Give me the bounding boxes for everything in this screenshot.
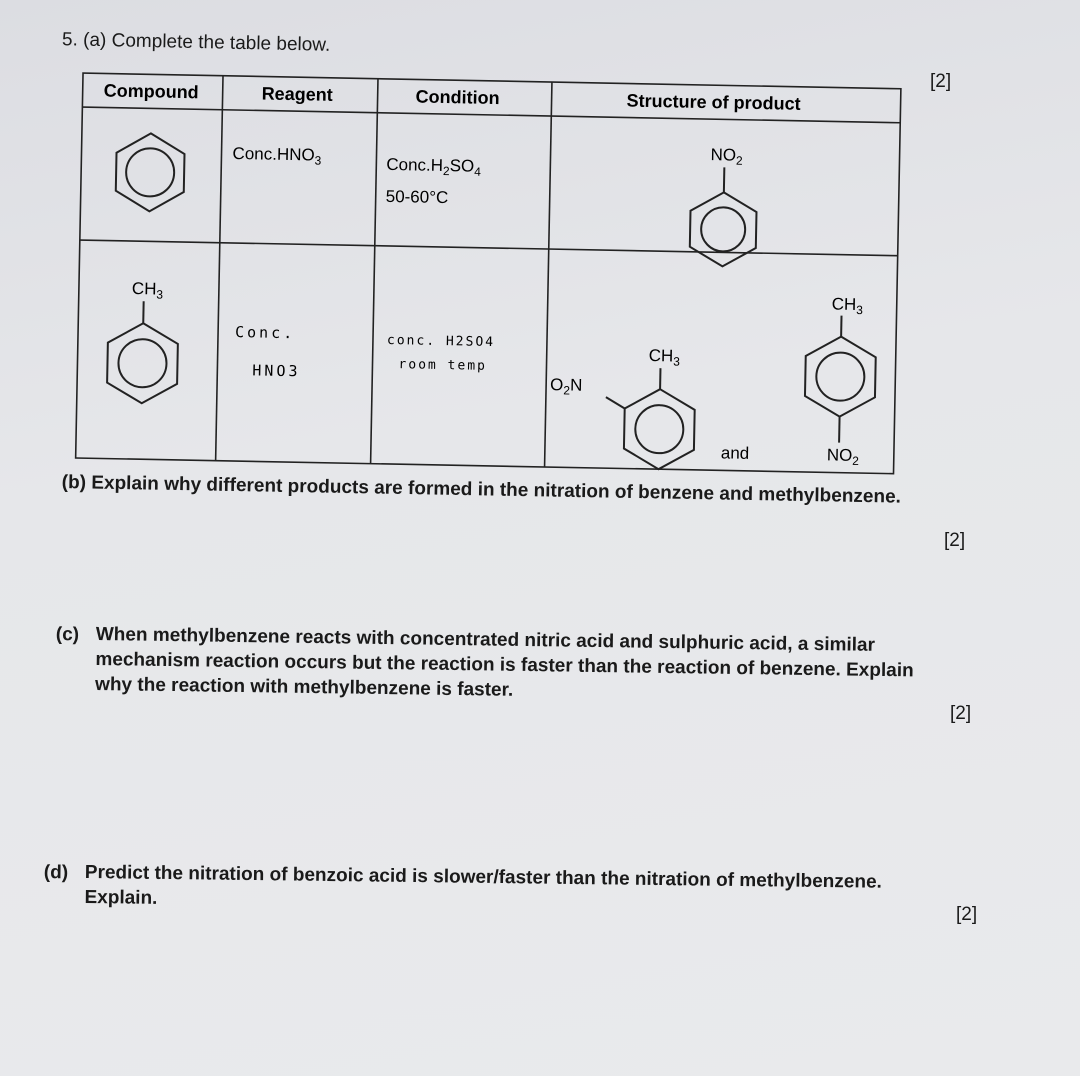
question-5d-line-2: Explain. <box>84 886 158 909</box>
row2-reagent-hand-l1: Conc. <box>234 323 296 343</box>
nitrobenzene-structure <box>689 167 757 267</box>
row1-reagent: $Conc.HNO_3$ <box>232 143 322 168</box>
col-divider-1 <box>216 76 223 461</box>
row2-compound-methyl: $CH_3$ <box>131 279 164 302</box>
row1-condition-temp: 50-60°C <box>385 186 449 208</box>
col-divider-2 <box>371 79 378 464</box>
header-condition: Condition <box>415 86 500 109</box>
row-divider <box>80 240 898 256</box>
para-nitrotoluene-structure <box>804 315 876 443</box>
col-divider-3 <box>545 82 552 467</box>
header-reagent: Reagent <box>261 83 333 105</box>
question-5c-line-1: When methylbenzene reacts with concentrated nitric acid and sulphuric acid, a similar <box>95 623 876 656</box>
row1-condition-acid: $Conc.H_2SO_4$ <box>386 154 481 179</box>
question-5c-line-3: why the reaction with methylbenzene is faster. <box>94 673 514 701</box>
question-5c-body <box>95 622 986 709</box>
question-5d-line-1: Predict the nitration of benzoic acid is slower/faster than the nitration of methylbenzene. <box>84 861 882 893</box>
row2-product2-nitro: $NO_2$ <box>826 445 860 469</box>
row2-product1-nitro: $O_2N$ <box>549 375 583 398</box>
row2-product2-methyl: $CH_3$ <box>831 294 864 318</box>
marks-a: [2] <box>930 71 952 92</box>
benzene-structure <box>115 133 184 212</box>
question-5c-label: (c) <box>55 623 80 646</box>
row1-product-nitro: $NO_2$ <box>710 145 743 168</box>
marks-c: [2] <box>950 703 972 724</box>
row2-condition-hand-l1: conc. H2SO4 <box>386 332 496 351</box>
row2-condition-hand-l2: room temp <box>398 357 488 374</box>
header-compound: Compound <box>103 80 199 103</box>
marks-b: [2] <box>944 530 966 551</box>
question-5b-text: (b) Explain why different products are formed in the nitration of benzene and methylbenzene. <box>61 471 902 508</box>
marks-d: [2] <box>956 904 978 925</box>
ortho-nitrotoluene-structure <box>605 367 696 470</box>
table-border <box>76 73 901 474</box>
row2-product1-methyl: $CH_3$ <box>648 345 680 369</box>
question-5a-text: 5. (a) Complete the table below. <box>61 29 331 56</box>
methylbenzene-structure <box>107 301 179 404</box>
header-product: Structure of product <box>626 90 801 114</box>
question-5d-label: (d) <box>43 861 69 884</box>
row2-reagent-hand-l2: HNO3 <box>252 361 301 381</box>
row2-and-label: and <box>720 443 750 463</box>
question-5c-line-2: mechanism reaction occurs but the reaction is faster than the reaction of benzene. Explain <box>95 648 914 682</box>
